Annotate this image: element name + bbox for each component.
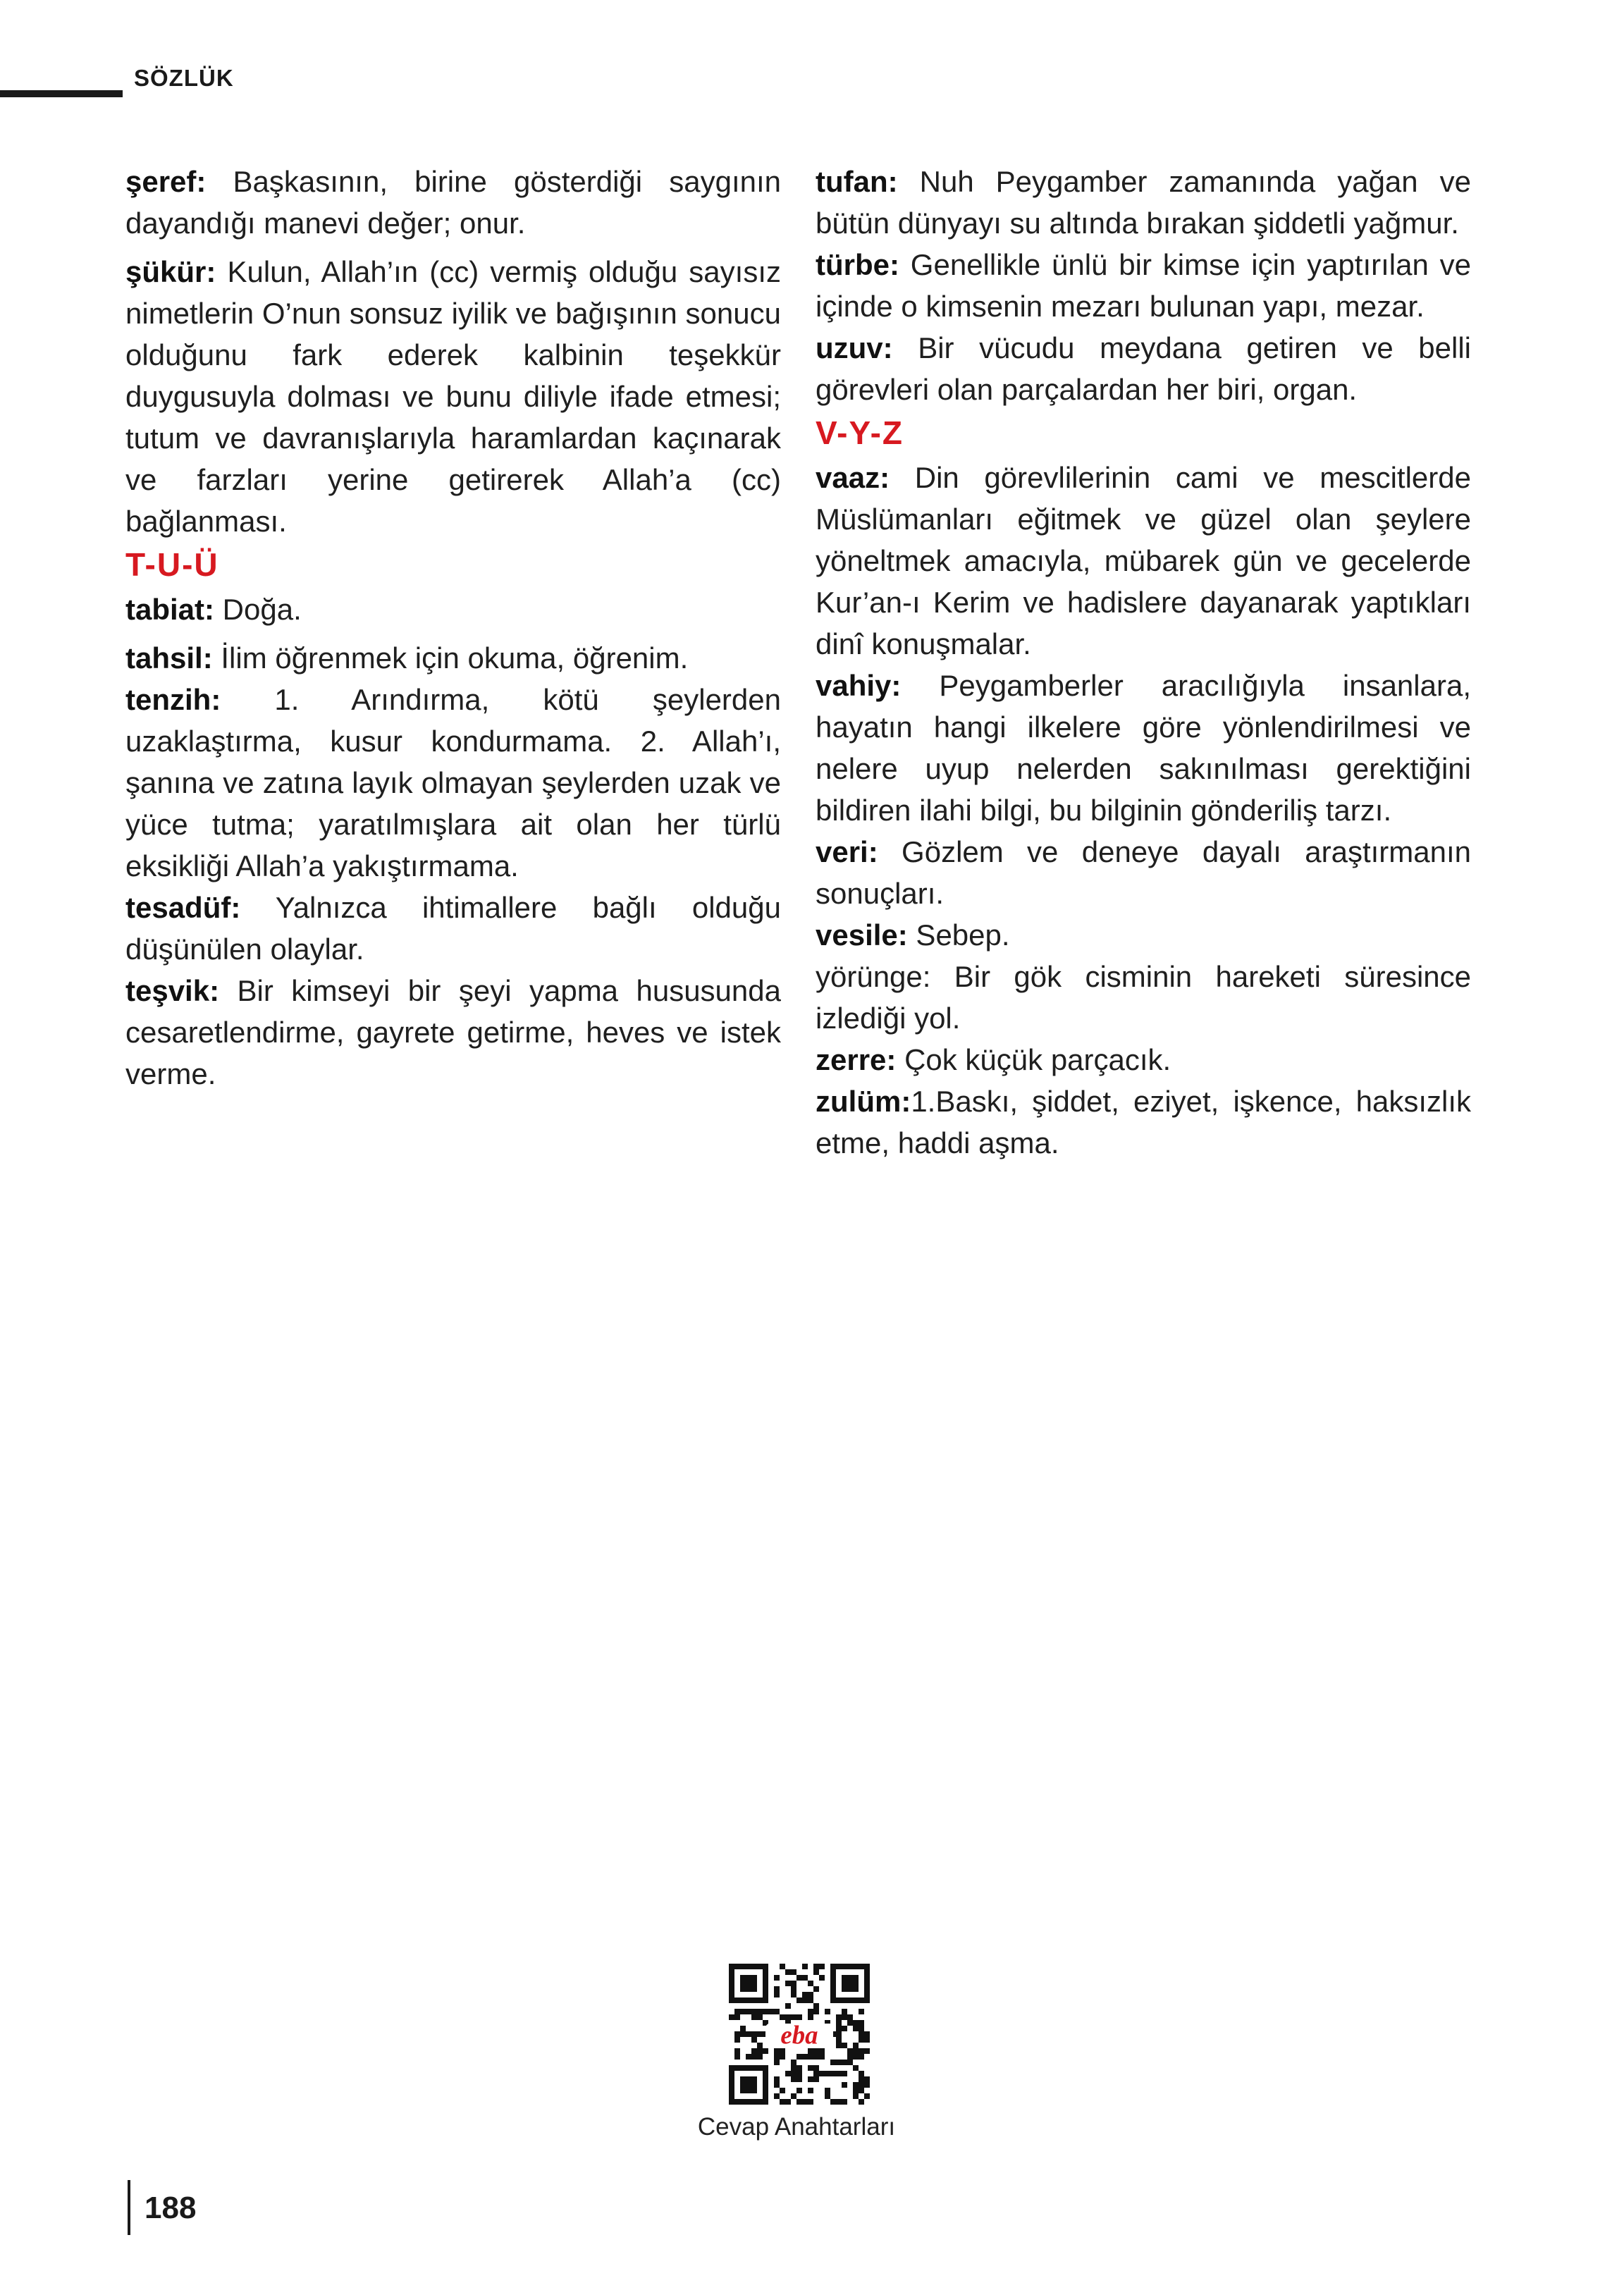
glossary-entry — [125, 679, 781, 887]
entry-term: veri: — [816, 835, 878, 868]
entry-definition: Bir vücudu meydana getiren ve belli görevleri olan parçalardan her biri, organ. — [816, 331, 1471, 406]
glossary-entry — [816, 161, 1471, 244]
entry-definition: Peygamberler aracılığıyla insanlara, hayatın hangi ilkelere göre yönlendirilmesi ve nelere uyup nelerden sakınılması gerektiğini bildiren ilahi bilgi, bu bilginin gönderiliş tarzı. — [816, 669, 1471, 827]
entry-definition: İlim öğrenmek için okuma, öğrenim. — [212, 641, 689, 675]
page-number: 188 — [144, 2191, 197, 2225]
footer-rule — [128, 2180, 130, 2235]
entry-definition: Kulun, Allah’ın (cc) vermiş olduğu sayısız nimetlerin O’nun sonsuz iyilik ve bağışının sonucu olduğunu fark ederek kalbinin teşekkür duygusuyla dolması ve bunu diliyle ifade etmesi; tutum ve davranışlarıyla haramlardan kaçınarak ve farzları yerine getirerek Allah’a (cc) bağlanması. — [125, 255, 781, 538]
entry-term: zerre: — [816, 1043, 897, 1076]
glossary-entry — [816, 244, 1471, 327]
entry-term: zulüm: — [816, 1085, 911, 1118]
glossary-entry — [125, 887, 781, 970]
right-column — [816, 161, 1471, 1164]
entry-term: tenzih: — [125, 683, 221, 716]
entry-definition: Doğa. — [214, 593, 302, 626]
glossary-entry — [816, 327, 1471, 410]
glossary-entry — [816, 1039, 1471, 1081]
entry-definition: Çok küçük parçacık. — [896, 1043, 1171, 1076]
entry-term: tufan: — [816, 165, 898, 198]
entry-term: tesadüf: — [125, 891, 241, 924]
entry-definition: Yalnızca ihtimallere bağlı olduğu düşünülen olaylar. — [125, 891, 781, 966]
glossary-entry — [125, 161, 781, 244]
entry-definition: Başkasının, birine gösterdiği saygının dayandığı manevi değer; onur. — [125, 165, 781, 240]
glossary-entry — [816, 665, 1471, 831]
qr-code-graphic — [729, 1964, 870, 2105]
section-heading-v-y-z: V-Y-Z — [816, 414, 904, 451]
entry-term: teşvik: — [125, 974, 220, 1007]
section-heading-t-u-u: T-U-Ü — [125, 546, 219, 583]
eba-logo — [765, 2021, 833, 2050]
glossary-entry — [125, 637, 781, 679]
entry-term: tahsil: — [125, 641, 213, 675]
qr-code-icon[interactable] — [729, 1964, 870, 2105]
entry-definition: Nuh Peygamber zamanında yağan ve bütün dünyayı su altında bırakan şiddetli yağmur. — [816, 165, 1471, 240]
left-column — [125, 161, 781, 1095]
entry-definition: 1.Baskı, şiddet, eziyet, işkence, haksızlık etme, haddi aşma. — [816, 1085, 1471, 1159]
entry-term: şükür: — [125, 255, 216, 288]
glossary-entry — [816, 1081, 1471, 1164]
entry-definition: Din görevlilerinin cami ve mescitlerde Müslümanları eğitmek ve güzel olan şeylere yöneltmek amacıyla, mübarek gün ve gecelerde Kur’an-ı Kerim ve hadislere dayanarak yaptıkları dinî konuşmalar. — [816, 461, 1471, 660]
entry-definition: Genellikle ünlü bir kimse için yaptırılan ve içinde o kimsenin mezarı bulunan yapı, mezar. — [816, 248, 1471, 323]
entry-term: vahiy: — [816, 669, 902, 702]
entry-term: şeref: — [125, 165, 207, 198]
glossary-entry — [125, 251, 781, 542]
qr-caption: Cevap Anahtarları — [697, 2113, 896, 2141]
page-header-title: SÖZLÜK — [134, 65, 234, 91]
entry-term: türbe: — [816, 248, 899, 281]
entry-term: vesile: — [816, 918, 908, 952]
header-rule — [0, 90, 123, 97]
glossary-entry — [125, 589, 781, 630]
entry-definition: yörünge: Bir gök cisminin hareketi süresince izlediği yol. — [816, 960, 1471, 1035]
glossary-entry — [816, 831, 1471, 914]
glossary-entry — [125, 970, 781, 1095]
entry-term: uzuv: — [816, 331, 893, 364]
entry-definition: 1. Arındırma, kötü şeylerden uzaklaştırma, kusur kondurmama. 2. Allah’ı, şanına ve zatına layık olmayan şeylerden uzak ve yüce tutma; yaratılmışlara ait olan her türlü eksikliği Allah’a yakıştırmama. — [125, 683, 781, 882]
glossary-entry — [816, 457, 1471, 665]
entry-term: vaaz: — [816, 461, 890, 494]
entry-definition: Gözlem ve deneye dayalı araştırmanın sonuçları. — [816, 835, 1471, 910]
glossary-entry — [816, 956, 1471, 1039]
eba-logo-text: eba — [780, 2020, 818, 2050]
entry-term: tabiat: — [125, 593, 214, 626]
entry-definition: Sebep. — [907, 918, 1010, 952]
entry-definition: Bir kimseyi bir şeyi yapma hususunda cesaretlendirme, gayrete getirme, heves ve istek verme. — [125, 974, 781, 1090]
glossary-entry — [816, 914, 1471, 956]
